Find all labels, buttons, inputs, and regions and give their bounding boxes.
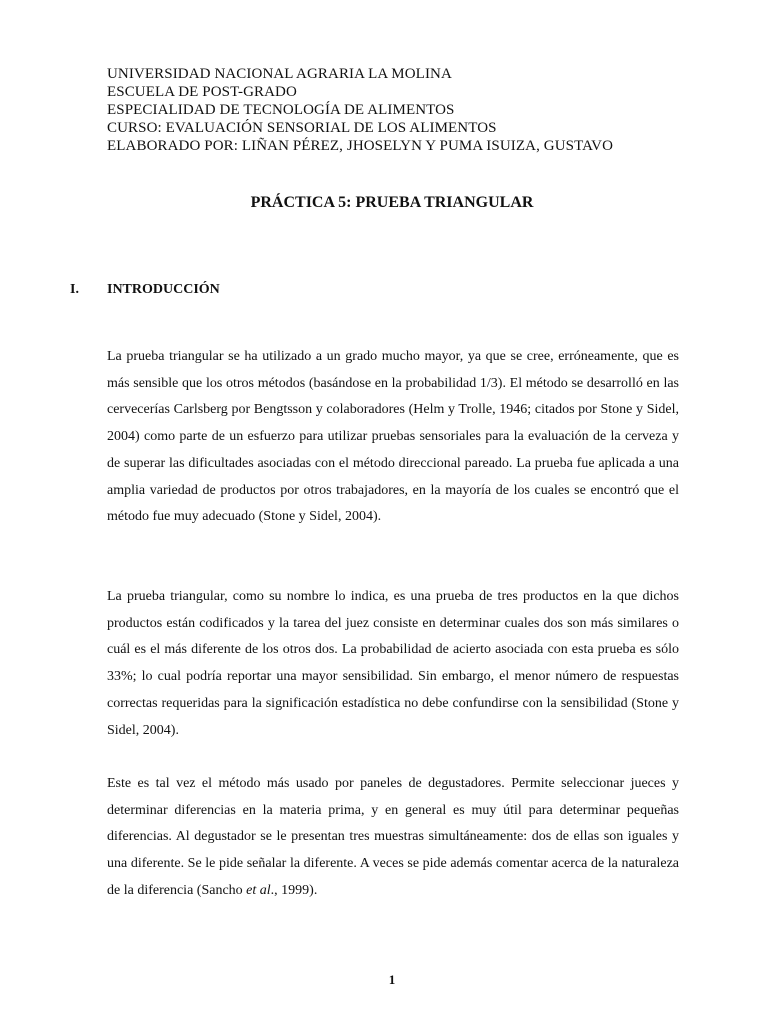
header-school: ESCUELA DE POST-GRADO [107,84,297,100]
header-university: UNIVERSIDAD NACIONAL AGRARIA LA MOLINA [107,66,452,82]
paragraph-1: La prueba triangular se ha utilizado a un grado mucho mayor, ya que se cree, erróneamente, que es más sensible que los otros métodos (basándose en la probabilidad 1/3). El método se desarrolló en las cervecerías Carlsberg por Bengtsson y colaboradores (Helm y Trolle, 1946; citados por Stone y Sidel, 2004) como parte de un esfuerzo para utilizar pruebas sensoriales para la evaluación de la cerveza y de superar las dificultades asociadas con el método direccional pareado. La prueba fue aplicada a una amplia variedad de productos por otros trabajadores, en la mayoría de los cuales se encontró que el método fue muy adecuado (Stone y Sidel, 2004). [107,349,679,525]
header-authors: ELABORADO POR: LIÑAN PÉREZ, JHOSELYN Y PUMA ISUIZA, GUSTAVO [107,138,613,154]
document-header [107,65,707,155]
header-course: CURSO: EVALUACIÓN SENSORIAL DE LOS ALIMENTOS [107,120,497,136]
paragraph-3-end: ., 1999). [270,882,318,898]
page-number: 1 [388,972,396,987]
header-specialty: ESPECIALIDAD DE TECNOLOGÍA DE ALIMENTOS [107,102,455,118]
paragraph-3-text: Este es tal vez el método más usado por paneles de degustadores. Permite seleccionar jueces y determinar diferencias en la materia prima, y en general es muy útil para determinar pequeñas diferencias. Al degustador se le presentan tres muestras simultáneamente: dos de ellas son iguales y una diferente. Se le pide señalar la diferente. A veces se pide además comentar acerca de la naturaleza de la diferencia (Sancho [107,776,679,898]
paragraph-3 [107,771,679,905]
section-title: INTRODUCCIÓN [107,282,220,297]
citation-et-al: et al [246,882,271,898]
section-heading [70,282,220,298]
document-title: PRÁCTICA 5: PRUEBA TRIANGULAR [250,194,534,211]
paragraph-2: La prueba triangular, como su nombre lo indica, es una prueba de tres productos en la que dichos productos están codificados y la tarea del juez consiste en determinar cuales dos son más similares o cuál es el más diferente de los otros dos. La probabilidad de acierto asociada con esta prueba es sólo 33%; lo cual podría reportar una mayor sensibilidad. Sin embargo, el menor número de respuestas correctas requeridas para la significación estadística no debe confundirse con la sensibilidad (Stone y Sidel, 2004). [107,589,679,738]
section-number: I. [70,282,79,297]
